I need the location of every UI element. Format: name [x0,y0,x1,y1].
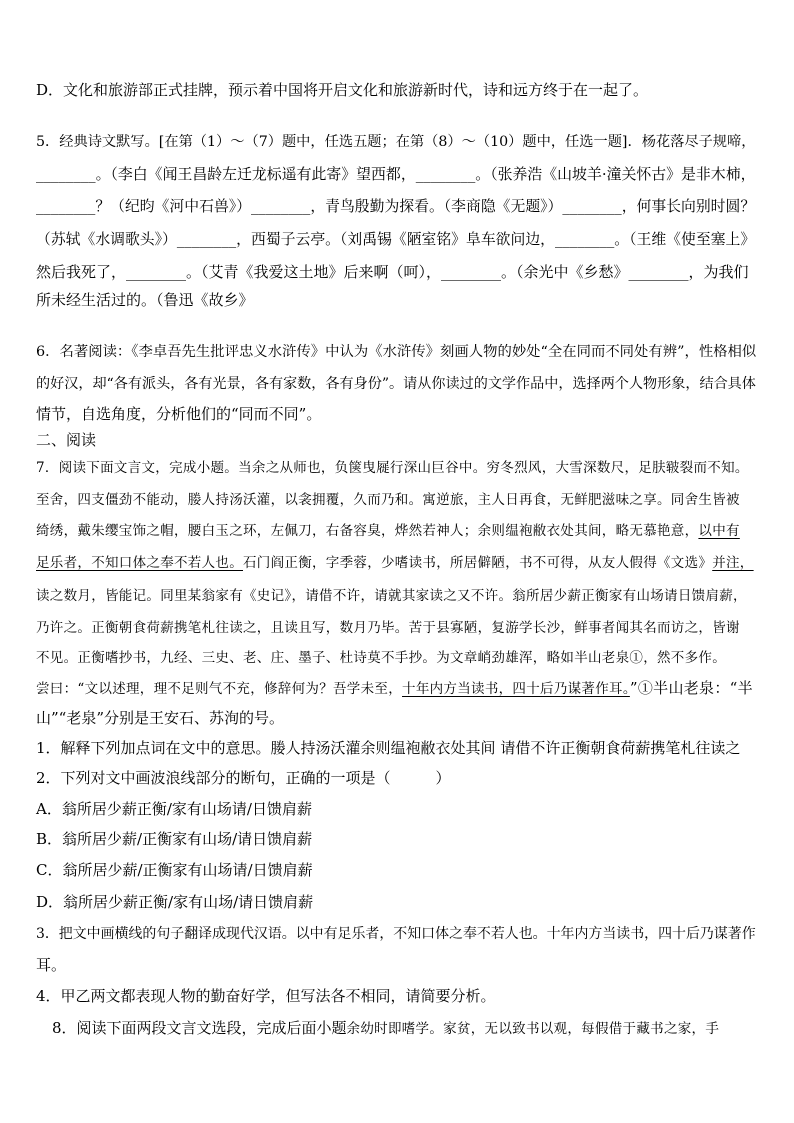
passage7-line-3-text: 绮绣，戴朱缨宝饰之帽，腰白玉之环，左佩刀，右备容臭，烨然若神人；余则缊袍敝衣处其间，略无慕艳意， [36,523,699,539]
passage7-line-1: 7．阅读下面文言文，完成小题。当余之从师也，负箧曳屣行深山巨谷中。穷冬烈风，大雪深数尺，足肤皲裂而不知。 [36,460,749,476]
question-3-line-1: 3．把文中画横线的句子翻译成现代汉语。以中有足乐者，不知口体之奉不若人也。十年内方当读书，四十后乃谋著作 [36,926,756,942]
q5-line-5: 然后我死了，________。（艾青《我爱这土地》后来啊（呵），________。（余光中《乡愁》________，为我们 [36,263,749,281]
footnote-start: ”①半山老泉：“半 [629,679,753,697]
passage7-line-7: 不见。正衡嗜抄书，九经、三史、老、庄、墨子、杜诗莫不手抄。为文章峭劲雄浑，略如半山老泉①，然不多作。 [36,650,726,666]
passage7-line-5: 读之数月，皆能记。同里某翁家有《史记》，请借不许，请就其家读之又不许。翁所居少薪正衡家有山场请日馈肩薪， [36,588,747,604]
option-d: D．翁所居少薪正衡/家有山场/请日馈肩薪 [36,893,314,911]
option-d-line: D．文化和旅游部正式挂牌，预示着中国将开启文化和旅游新时代，诗和远方终于在一起了。 [36,81,649,99]
question-4: 4．甲乙两文都表现人物的勤奋好学，但写法各不相同，请简要分析。 [36,987,496,1005]
passage7-line-4-text-3: 并注， [712,555,754,571]
section-heading-reading: 二、阅读 [36,431,97,449]
option-a: A．翁所居少薪正衡/家有山场请/日馈肩薪 [36,800,312,818]
passage7-line-3 [36,521,760,541]
q6-line-1: 6．名著阅读：《李卓吾先生批评忠义水浒传》中认为《水浒传》刻画人物的妙处“全在同而不同处有辨”，性格相似 [36,344,757,360]
footnote-line: 山”“老泉”分别是王安石、苏洵的号。 [36,709,285,727]
passage7-line-2: 至舍，四支僵劲不能动，媵人持汤沃灌，以衾拥覆，久而乃和。寓逆旅，主人日再食，无鲜肥滋味之享。同舍生皆被 [36,492,740,508]
passage7-line-4 [36,553,760,573]
question-1: 1．解释下列加点词在文中的意思。媵人持汤沃灌余则缊袍敝衣处其间 请借不许正衡朝食荷薪携笔札往读之 [36,739,741,757]
underlined-sentence-part-2: 足乐者，不知口体之奉不若人也。 [36,555,243,571]
q5-line-2: ________。（李白《闻王昌龄左迁龙标遥有此寄》望西都，________。（张养浩《山坡羊·潼关怀古》是非木柿， [36,165,756,183]
passage7-line-8-text: 尝曰：“文以述理，理不足则气不充，修辞何为？吾学未至， [36,681,403,697]
underlined-sentence-part-1: 以中有 [698,523,740,539]
option-b: B．翁所居少薪/正衡家有山场/请日馈肩薪 [36,830,313,848]
q6-line-3: 情节，自选角度，分析他们的“同而不同”。 [36,405,322,423]
passage7-line-6: 乃许之。正衡朝食荷薪携笔札往读之，且读且写，数月乃毕。苦于县寡陋，复游学长沙，鲜事者闻其名而访之，皆谢 [36,620,740,636]
q8-passage-start: 余幼时即嗜学。家贫，无以致书以观，每假借于藏书之家，手 [346,1021,720,1037]
question-3-line-2: 耳。 [36,956,67,974]
q5-line-6: 所未经生活过的。（鲁迅《故乡》 [36,291,254,309]
q5-line-4: （苏轼《水调歌头》）________，西蜀子云亭。（刘禹锡《陋室铭》阜车欲问边，________。（王维《使至塞上》 [36,231,756,248]
q6-line-2: 的好汉，却“各有派头，各有光景，各有家数，各有身份”。请从你读过的文学作品中，选择两个人物形象，结合具体 [36,376,756,392]
passage7-line-4-text: 石门阎正衡，字季蓉，少嗜读书， [243,555,450,571]
passage7-line-8 [36,678,760,699]
q8-line-1 [52,1018,762,1039]
underlined-sentence-part-3: 十年内方当读书，四十后乃谋著作耳。 [402,681,630,697]
question-2: 2．下列对文中画波浪线部分的断句，正确的一项是（ ） [36,769,451,787]
option-c: C．翁所居少薪/正衡家有山场请/日馈肩薪 [36,861,313,879]
passage7-line-4-text-2: 所居僻陋，书不可得，从友人假得《文选》 [450,555,713,571]
q8-intro: 8．阅读下面两段文言文选段，完成后面小题 [52,1019,347,1037]
q5-line-1: 5．经典诗文默写。[在第（1）～（7）题中，任选五题；在第（8）～（10）题中，任选一题]．杨花落尽子规啼， [36,134,756,150]
q5-line-3: ________？（纪昀《河中石兽》）________，青鸟殷勤为探看。（李商隐《无题》）________，何事长向别时圆？ [36,198,756,215]
